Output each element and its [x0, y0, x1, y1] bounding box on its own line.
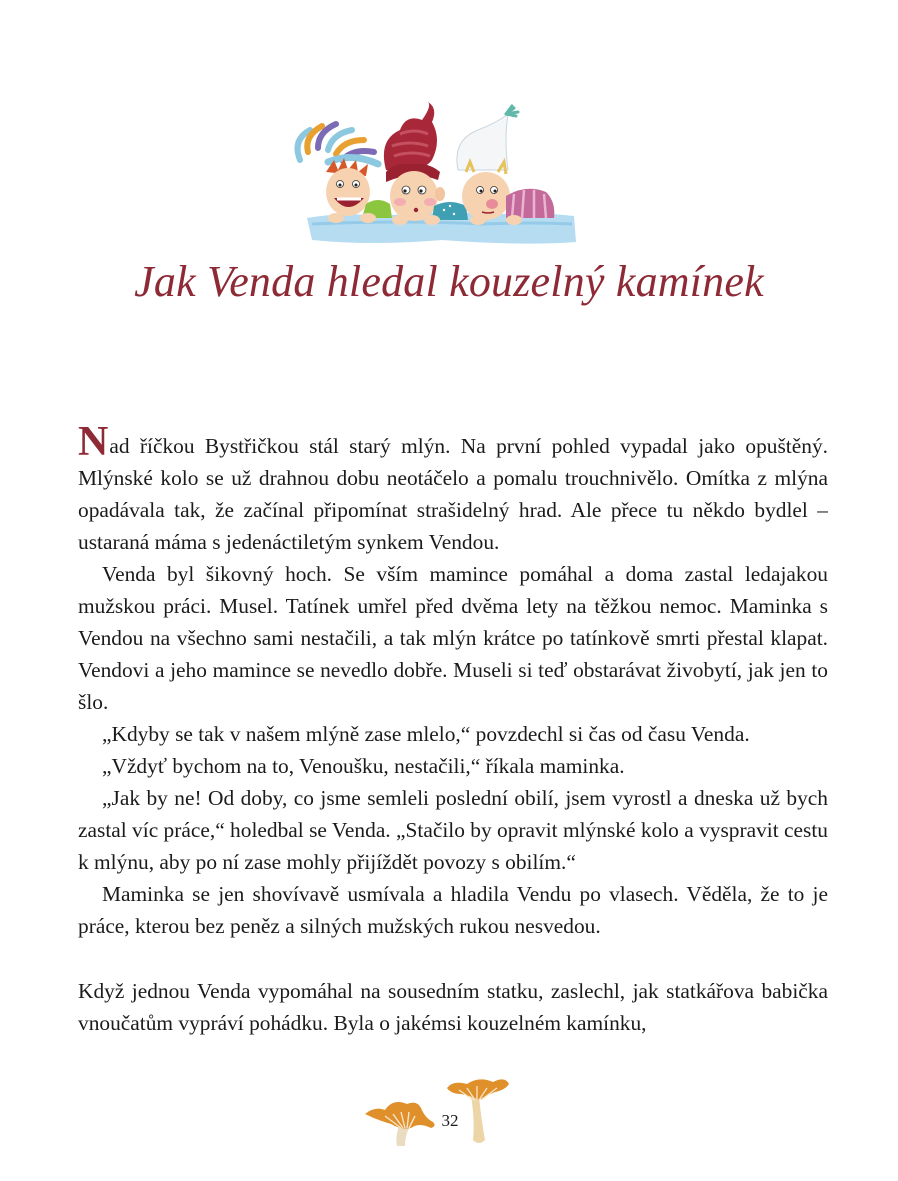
footer-decoration — [355, 1070, 525, 1150]
drop-cap: N — [78, 419, 109, 465]
page-number: 32 — [441, 1111, 459, 1130]
chapter-title: Jak Venda hledal kouzelný kamínek — [134, 257, 764, 306]
header-illustration — [282, 100, 582, 250]
paragraph: Maminka se jen shovívavě usmívala a hladila Vendu po vlasech. Věděla, že to je práce, kterou bez peněz a silných mužských rukou nesvedou. — [78, 882, 828, 938]
mushroom-icon — [355, 1070, 525, 1150]
paragraph: „Vždyť bychom na to, Venoušku, nestačili,“ říkala maminka. — [102, 754, 625, 778]
paragraph: Venda byl šikovný hoch. Se vším mamince pomáhal a doma zastal ledajakou mužskou práci. Musel. Tatínek umřel před dvěma lety na těžkou nemoc. Maminka s Vendou na všechno sami nestačili, a tak mlýn krátce po tatínkově smrti přestal klapat. Vendovi a jeho mamince se nevedlo dobře. Museli si teď obstarávat živobytí, jak jen to šlo. — [78, 562, 828, 714]
paragraph: „Kdyby se tak v našem mlýně zase mlelo,“ povzdechl si čas od času Venda. — [102, 722, 750, 746]
paragraph: Když jednou Venda vypomáhal na sousedním statku, zaslechl, jak statkářova babička vnoučatům vypráví pohádku. Byla o jakémsi kouzelném kamínku, — [78, 979, 828, 1035]
paragraph: „Jak by ne! Od doby, co jsme semleli poslední obilí, jsem vyrostl a dneska už bych zastal víc práce,“ holedbal se Venda. „Stačilo by opravit mlýnské kolo a vyspravit cestu k mlýnu, aby po ní zase mohly přijíždět povozy s obilím.“ — [78, 786, 828, 874]
children-illustration-icon — [282, 100, 582, 250]
paragraph — [78, 419, 828, 558]
story-body — [78, 419, 828, 1039]
paragraph-text: ad říčkou Bystřičkou stál starý mlýn. Na první pohled vypadal jako opuštěný. Mlýnské kolo se už drahnou dobu neotáčelo a pomalu trouchnivělo. Omítka z mlýna opadávala tak, že začínal připomínat strašidelný hrad. Ale přece tu někdo bydlel – ustaraná máma s jedenáctiletým synkem Vendou. — [78, 434, 828, 554]
